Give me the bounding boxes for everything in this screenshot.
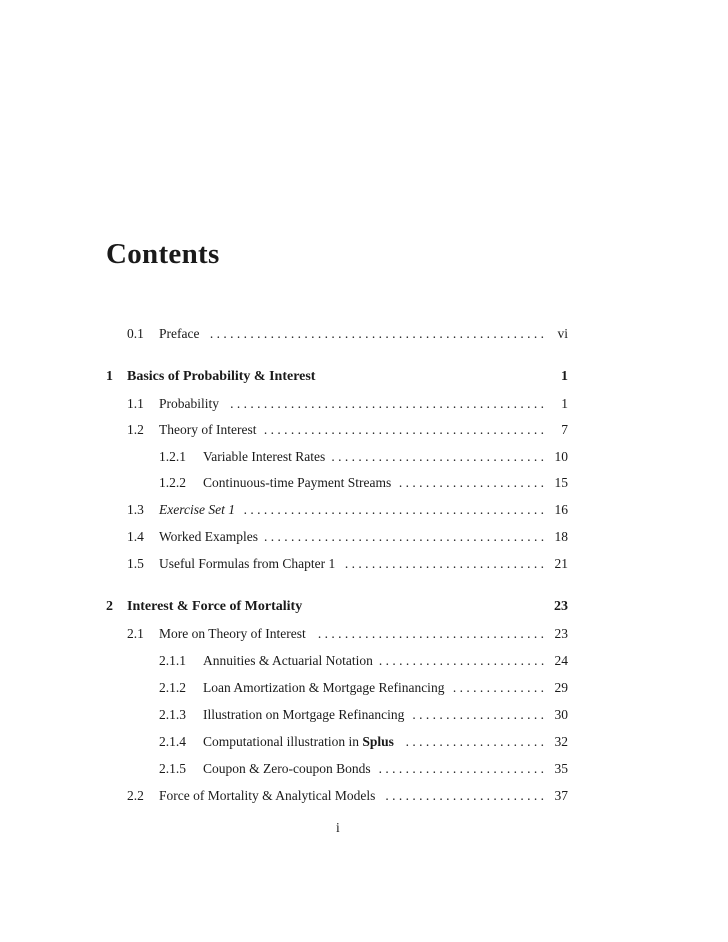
entry-page: 30	[554, 707, 568, 722]
entry-title: Coupon & Zero-coupon Bonds	[203, 761, 371, 776]
entry-title	[203, 732, 400, 752]
entry-page: 23	[554, 626, 568, 641]
entry-number: 1.4	[127, 529, 144, 544]
entry-page: 24	[554, 653, 568, 668]
entry-page: 1	[561, 396, 568, 411]
toc-entry[interactable]	[127, 324, 568, 344]
entry-title: Annuities & Actuarial Notation	[203, 653, 373, 668]
chapter-number: 1	[106, 369, 113, 384]
entry-title: Force of Mortality & Analytical Models	[159, 788, 376, 803]
entry-title: Worked Examples	[159, 529, 259, 544]
dot-leader: . . . . . . . . . . . . . . . . . . . .	[412, 707, 544, 722]
entry-number: 1.5	[127, 556, 144, 571]
entry-title: Exercise Set 1	[159, 502, 235, 517]
toc-entry[interactable]	[127, 554, 568, 574]
dot-leader: . . . . . . . . . . . . . . . . . . . . . . . . . . . . . . . . . . . . . . . . . . . . . . . . . .	[209, 326, 544, 341]
entry-title: Variable Interest Rates	[203, 449, 326, 464]
toc-entry[interactable]	[127, 527, 568, 547]
entry-title: Useful Formulas from Chapter 1	[159, 556, 336, 571]
toc-entry[interactable]	[159, 759, 568, 779]
toc-entry[interactable]	[127, 420, 568, 440]
entry-number: 1.3	[127, 502, 144, 517]
entry-number: 2.1.5	[159, 761, 186, 776]
entry-number: 2.1	[127, 626, 144, 641]
toc-entry[interactable]	[127, 786, 568, 806]
dot-leader: . . . . . . . . . . . . . . . . . . . . . . . . . . . . . . . . . . . . . . . . . . . . . . .	[230, 396, 544, 411]
entry-page: 32	[554, 734, 568, 749]
dot-leader: . . . . . . . . . . . . . . . . . . . . . . . . . . . . . . . .	[331, 449, 544, 464]
chapter-title: Basics of Probability & Interest	[127, 369, 316, 384]
entry-page: 10	[554, 449, 568, 464]
dot-leader: . . . . . . . . . . . . . . . . . . . . . . . . . . . . . .	[344, 556, 544, 571]
toc-entry[interactable]	[127, 500, 568, 520]
entry-title: Continuous-time Payment Streams	[203, 475, 392, 490]
dot-leader: . . . . . . . . . . . . . . . . . . . . .	[405, 734, 544, 749]
entry-page: 7	[561, 422, 568, 437]
dot-leader: . . . . . . . . . . . . . . . . . . . . . . . . . . . . . . . . . .	[317, 626, 544, 641]
chapter-number: 2	[106, 599, 113, 614]
page-number: i	[336, 820, 340, 835]
entry-title: Loan Amortization & Mortgage Refinancing	[203, 680, 445, 695]
toc-entry[interactable]	[159, 447, 568, 467]
entry-number: 1.2	[127, 422, 144, 437]
chapter-page: 23	[554, 599, 568, 614]
entry-page: 35	[554, 761, 568, 776]
dot-leader: . . . . . . . . . . . . . . . . . . . . . . . . .	[378, 761, 544, 776]
dot-leader: . . . . . . . . . . . . . . . . . . . . . . . . . . . . . . . . . . . . . . . . . . . . .	[243, 502, 544, 517]
chapter-page: 1	[561, 369, 568, 384]
toc-entry[interactable]	[159, 473, 568, 493]
entry-page: 15	[554, 475, 568, 490]
toc-entry[interactable]	[159, 732, 568, 752]
entry-page: 21	[554, 556, 568, 571]
toc-entry[interactable]	[159, 678, 568, 698]
entry-page: 18	[554, 529, 568, 544]
toc-entry[interactable]	[159, 705, 568, 725]
dot-leader: . . . . . . . . . . . . . . . . . . . . . .	[398, 475, 544, 490]
entry-title-text: Computational illustration in	[203, 734, 359, 749]
dot-leader: . . . . . . . . . . . . . . . . . . . . . . . . . . . . . . . . . . . . . . . . . .	[264, 529, 545, 544]
entry-title: Preface	[159, 326, 200, 341]
dot-leader: . . . . . . . . . . . . . . . . . . . . . . . . . . . . . . . . . . . . . . . . . .	[263, 422, 544, 437]
toc-chapter[interactable]	[106, 367, 568, 387]
entry-page: 16	[554, 502, 568, 517]
entry-title: Illustration on Mortgage Refinancing	[203, 707, 405, 722]
toc-entry[interactable]	[127, 624, 568, 644]
toc-chapter[interactable]	[106, 597, 568, 617]
entry-number: 1.2.1	[159, 449, 186, 464]
entry-number: 1.1	[127, 396, 144, 411]
entry-page: vi	[557, 326, 568, 341]
entry-title: Theory of Interest	[159, 422, 257, 437]
entry-number: 2.2	[127, 788, 144, 803]
toc-entry[interactable]	[127, 394, 568, 414]
entry-page: 37	[554, 788, 568, 803]
dot-leader: . . . . . . . . . . . . . .	[452, 680, 544, 695]
entry-page: 29	[554, 680, 568, 695]
entry-number: 2.1.4	[159, 734, 186, 749]
entry-number: 2.1.2	[159, 680, 186, 695]
entry-number: 0.1	[127, 326, 144, 341]
dot-leader: . . . . . . . . . . . . . . . . . . . . . . . . .	[378, 653, 545, 668]
entry-title: Probability	[159, 396, 219, 411]
entry-number: 1.2.2	[159, 475, 186, 490]
splus-bold: Splus	[362, 734, 394, 749]
entry-number: 2.1.1	[159, 653, 186, 668]
entry-number: 2.1.3	[159, 707, 186, 722]
dot-leader: . . . . . . . . . . . . . . . . . . . . . . . .	[385, 788, 544, 803]
contents-heading: Contents	[106, 238, 220, 270]
toc-entry[interactable]	[159, 651, 568, 671]
entry-title: More on Theory of Interest	[159, 626, 306, 641]
chapter-title: Interest & Force of Mortality	[127, 599, 303, 614]
